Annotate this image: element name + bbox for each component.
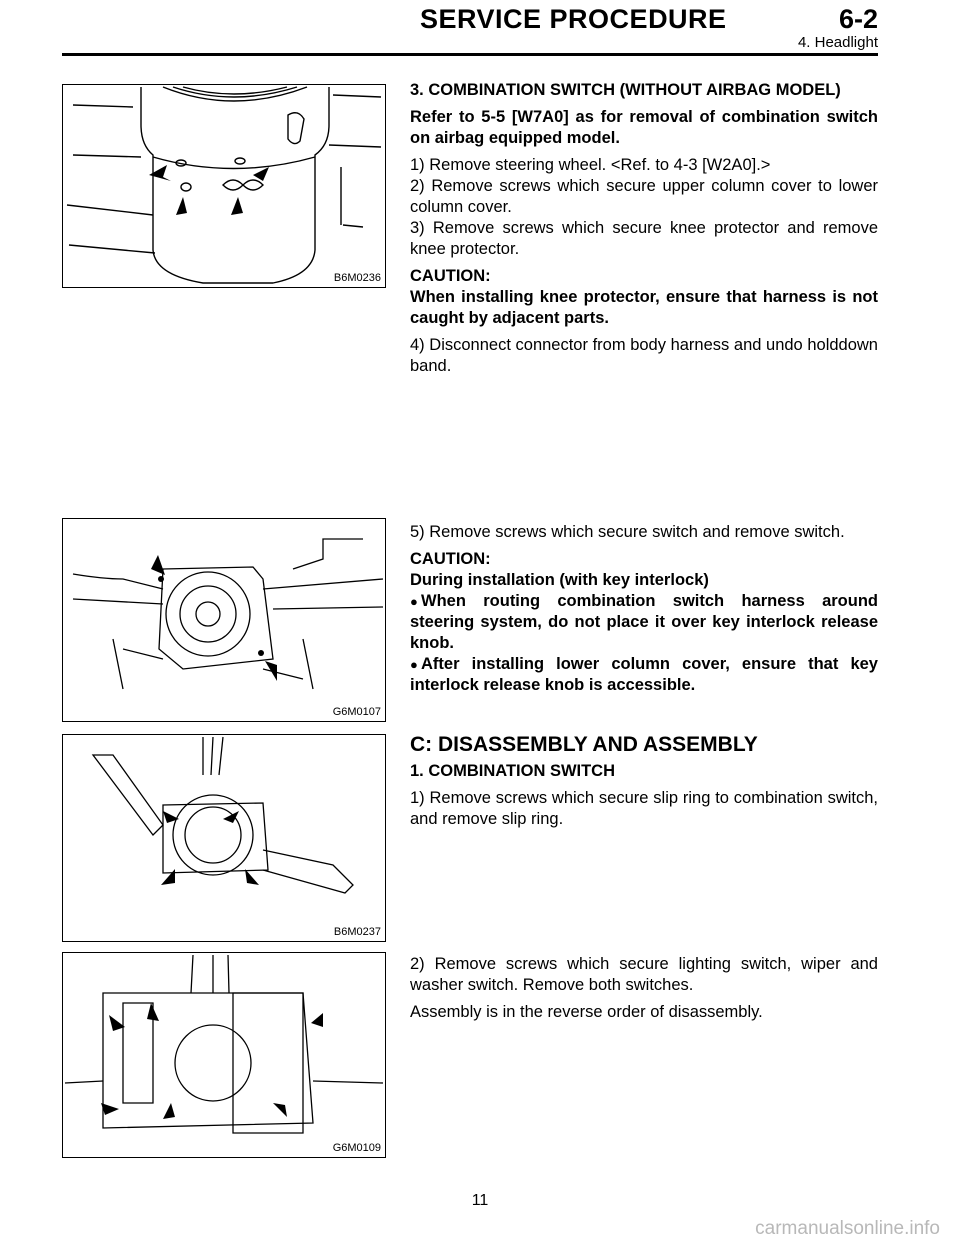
caution-label: CAUTION:	[410, 550, 491, 568]
section-heading: C: DISASSEMBLY AND ASSEMBLY	[410, 733, 758, 756]
figure-code: G6M0107	[332, 706, 381, 718]
header-rule	[62, 53, 878, 56]
step-4: 4) Disconnect connector from body harness and undo holddown band.	[410, 336, 878, 375]
assembly-note: Assembly is in the reverse order of disassembly.	[410, 1003, 763, 1021]
subsection-title: 4. Headlight	[797, 34, 878, 51]
figure-code: B6M0237	[333, 926, 381, 938]
section-combination-switch-removal	[410, 80, 878, 383]
section-heading: 3. COMBINATION SWITCH (WITHOUT AIRBAG MODEL)	[410, 81, 841, 99]
figure-b6m0237	[62, 734, 386, 942]
figure-b6m0236	[62, 84, 386, 288]
step-3: 3) Remove screws which secure knee protector and remove knee protector.	[410, 219, 878, 258]
section-disassembly-assembly	[410, 734, 878, 836]
caution-text: When installing knee protector, ensure that harness is not caught by adjacent parts.	[410, 288, 878, 327]
caution-bullet-2: ● After installing lower column cover, ensure that key interlock release knob is accessible.	[410, 655, 878, 694]
column-cover-illustration	[63, 85, 387, 289]
reference-note: Refer to 5-5 [W7A0] as for removal of combination switch on airbag equipped model.	[410, 108, 878, 147]
caution-bullet-1: ● When routing combination switch harness around steering system, do not place it over key interlock release knob.	[410, 592, 878, 652]
switch-assembly-illustration	[63, 519, 387, 723]
footer-watermark: carmanualsonline.info	[755, 1218, 940, 1239]
section-remove-switch	[410, 522, 878, 702]
bullet-icon: ●	[410, 657, 418, 672]
section-number: 6-2	[838, 4, 878, 34]
figure-g6m0109	[62, 952, 386, 1158]
caution-label: CAUTION:	[410, 267, 491, 285]
step-1: 1) Remove screws which secure slip ring to combination switch, and remove slip ring.	[410, 789, 878, 828]
lighting-wiper-switch-illustration	[63, 953, 387, 1159]
page-number: 11	[471, 1192, 489, 1209]
section-remove-switches	[410, 954, 878, 1029]
page-title: SERVICE PROCEDURE	[420, 4, 727, 34]
bullet-icon: ●	[410, 594, 418, 609]
figure-code: G6M0109	[332, 1142, 381, 1154]
step-2: 2) Remove screws which secure upper column cover to lower column cover.	[410, 177, 878, 216]
step-2: 2) Remove screws which secure lighting switch, wiper and washer switch. Remove both switches.	[410, 955, 878, 994]
subsection-heading: 1. COMBINATION SWITCH	[410, 762, 616, 780]
step-5: 5) Remove screws which secure switch and remove switch.	[410, 523, 845, 541]
figure-g6m0107	[62, 518, 386, 722]
slip-ring-illustration	[63, 735, 387, 943]
figure-code: B6M0236	[333, 272, 381, 284]
caution-intro: During installation (with key interlock)	[410, 571, 709, 589]
step-1: 1) Remove steering wheel. <Ref. to 4-3 [W2A0].>	[410, 156, 771, 174]
